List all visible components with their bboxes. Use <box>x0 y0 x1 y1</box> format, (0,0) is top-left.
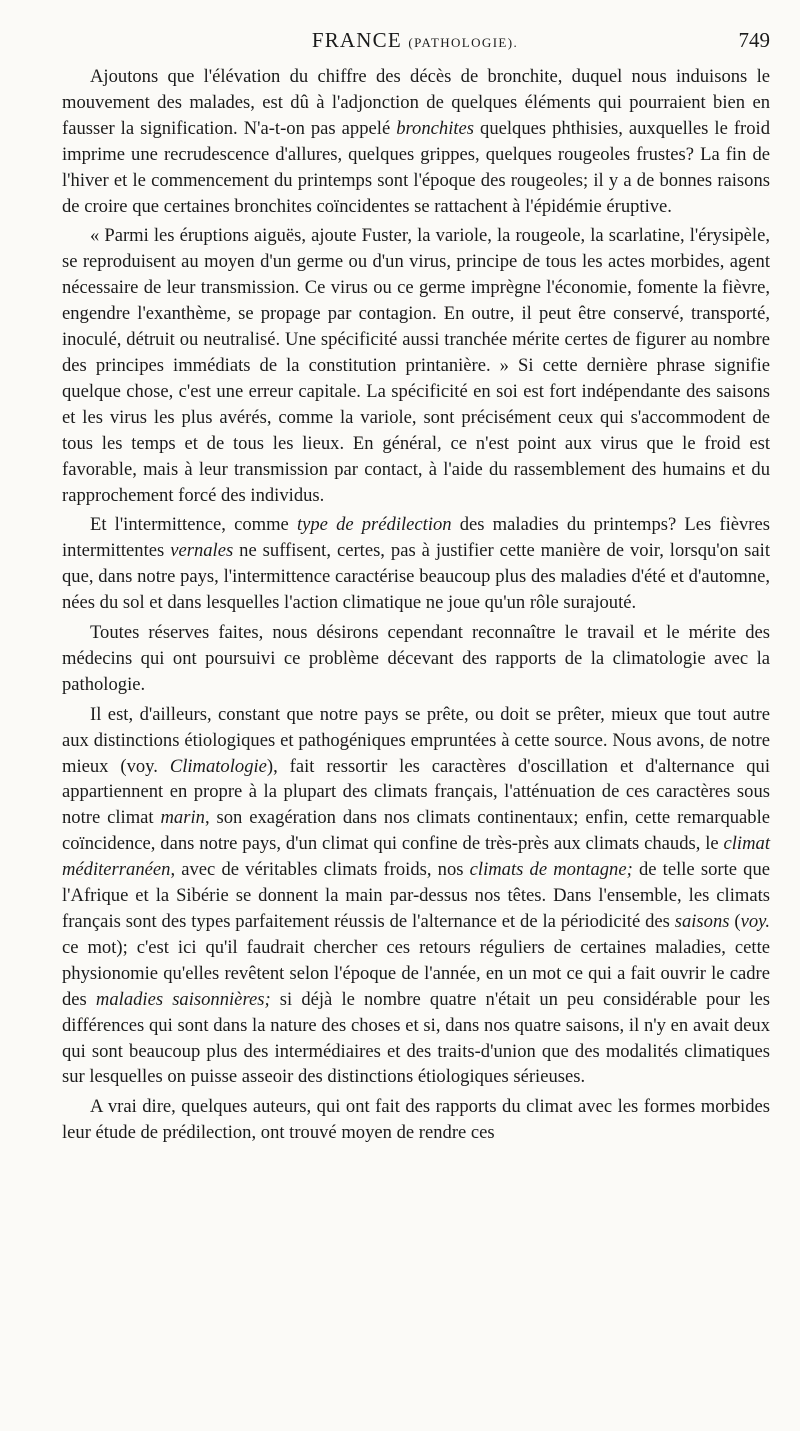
italic-text: marin <box>160 807 205 829</box>
paragraph <box>62 702 770 1091</box>
text-segment: Et l'intermittence, comme <box>90 514 297 536</box>
paragraph <box>62 64 770 219</box>
italic-text: bronchites <box>396 117 475 139</box>
text-segment: Il est, d'ailleurs, constant que notre pays se prête, ou doit se prêter, mieux que tout autre aux distinctions étiologiques et pathogéniques empruntées à cette source. Nous avons, de notre mieux (voy. <box>62 703 770 777</box>
body-text <box>62 64 770 1150</box>
page-header <box>60 28 770 58</box>
italic-text: maladies saisonnières; <box>95 988 271 1010</box>
text-segment: ne suffisent, certes, pas à justifier cette manière de voir, lorsqu'on sait que, dans notre pays, l'intermittence caractérise beaucoup plus des maladies d'été et d'automne, nées du sol et dans lesquelles l'action climatique ne joue qu'un rôle surajouté. <box>62 540 771 614</box>
text-segment: Toutes réserves faites, nous désirons cependant reconnaître le travail et le mérite des médecins qui ont poursuivi ce problème décevant des rapports de la climatologie avec la pathologie. <box>62 622 770 695</box>
running-title-subtitle: (PATHOLOGIE). <box>408 35 519 50</box>
italic-text: saisons <box>674 911 730 932</box>
text-segment: , avec de véritables climats froids, nos <box>170 859 470 881</box>
paragraph <box>62 512 770 616</box>
italic-text: Climatologie <box>169 755 267 777</box>
text-segment: des maladies du printemps? Les fièvres intermittentes <box>62 514 770 562</box>
running-title <box>60 28 770 53</box>
text-segment: si déjà le nombre quatre n'était un peu considérable pour les différences qui sont dans la nature des choses et si, dans nos quatre saisons, il n'y en avait deux qui sont beaucoup plus des intermédiaires et des traits-d'union que des modalités climatiques sur lesquelles on puisse asseoir des distinctions étiologiques sérieuses. <box>62 988 770 1088</box>
text-segment: ( <box>729 911 741 932</box>
text-segment: « Parmi les éruptions aiguës, ajoute Fuster, la variole, la rougeole, la scarlatine, l'érysipèle, se reproduisent au moyen d'un germe ou d'un virus, principe de tous les actes morbides, agent nécessaire de leur transmission. Ce virus ou ce germe imprègne l'économie, fomente la fièvre, engendre l'exanthème, se propage par contagion. En outre, il peut être conservé, transporté, inoculé, détruit ou neutralisé. Une spécificité aussi tranchée mérite certes de figurer au nombre des principes immédiats de la constitution printanière. » Si cette dernière phrase signifie quelque chose, c'est une erreur capitale. La spécificité en soi est fort indépendante des saisons et les virus les plus avérés, comme la variole, sont précisément ceux qui s'accommodent de tous les temps et de tous les lieux. En général, ce n'est point aux virus que le froid est favorable, mais à leur transmission par contact, à l'aide du rassemblement des humains et du rapprochement forcé des individus. <box>62 225 770 506</box>
italic-text: climat méditerranéen <box>62 833 770 881</box>
text-segment: Ajoutons que l'élévation du chiffre des décès de bronchite, duquel nous induisons le mouvement des malades, est dû à l'adjonction de quelques éléments qui pourraient bien en fausser la signification. N'a-t-on pas appelé <box>62 66 770 139</box>
text-segment: A vrai dire, quelques auteurs, qui ont fait des rapports du climat avec les formes morbides leur étude de prédilection, ont trouvé moyen de rendre ces <box>62 1096 770 1144</box>
text-segment: ce mot); c'est ici qu'il faudrait chercher ces retours réguliers de certaines maladies, cette physionomie qu'elles revêtent selon l'époque de l'année, en un mot ce qui a fait ouvrir le cadre des <box>62 936 770 1010</box>
paragraph <box>62 620 770 698</box>
italic-text: voy. <box>740 911 770 932</box>
text-segment: , son exagération dans nos climats continentaux; enfin, cette remarquable coïncidence, dans notre pays, d'un climat qui confine de très-près aux climats chauds, le <box>62 807 771 855</box>
italic-text: climats de montagne; <box>469 859 633 881</box>
page-number: 749 <box>738 28 770 52</box>
paragraph <box>62 1094 770 1146</box>
paragraph <box>62 223 770 508</box>
text-segment: de telle sorte que l'Afrique et la Sibérie se donnent la main par-dessus nos têtes. Dans l'ensemble, les climats français sont des types parfaitement réussis de l'alternance et de la périodicité des <box>62 859 770 932</box>
running-title-main: FRANCE <box>311 28 402 52</box>
text-segment: ), fait ressortir les caractères d'oscillation et d'alternance qui appartiennent en propre à la plupart des climats français, l'atténuation de ces caractères sous notre climat <box>62 755 770 829</box>
italic-text: type de prédilection <box>296 514 452 536</box>
text-segment: quelques phthisies, auxquelles le froid imprime une recrudescence d'allures, quelques grippes, quelques rougeoles frustes? La fin de l'hiver et le commencement du printemps sont l'époque des rougeoles; il y a de bonnes raisons de croire que certaines bronchites coïncidentes se rattachent à l'épidémie éruptive. <box>62 117 770 217</box>
italic-text: vernales <box>170 540 234 562</box>
